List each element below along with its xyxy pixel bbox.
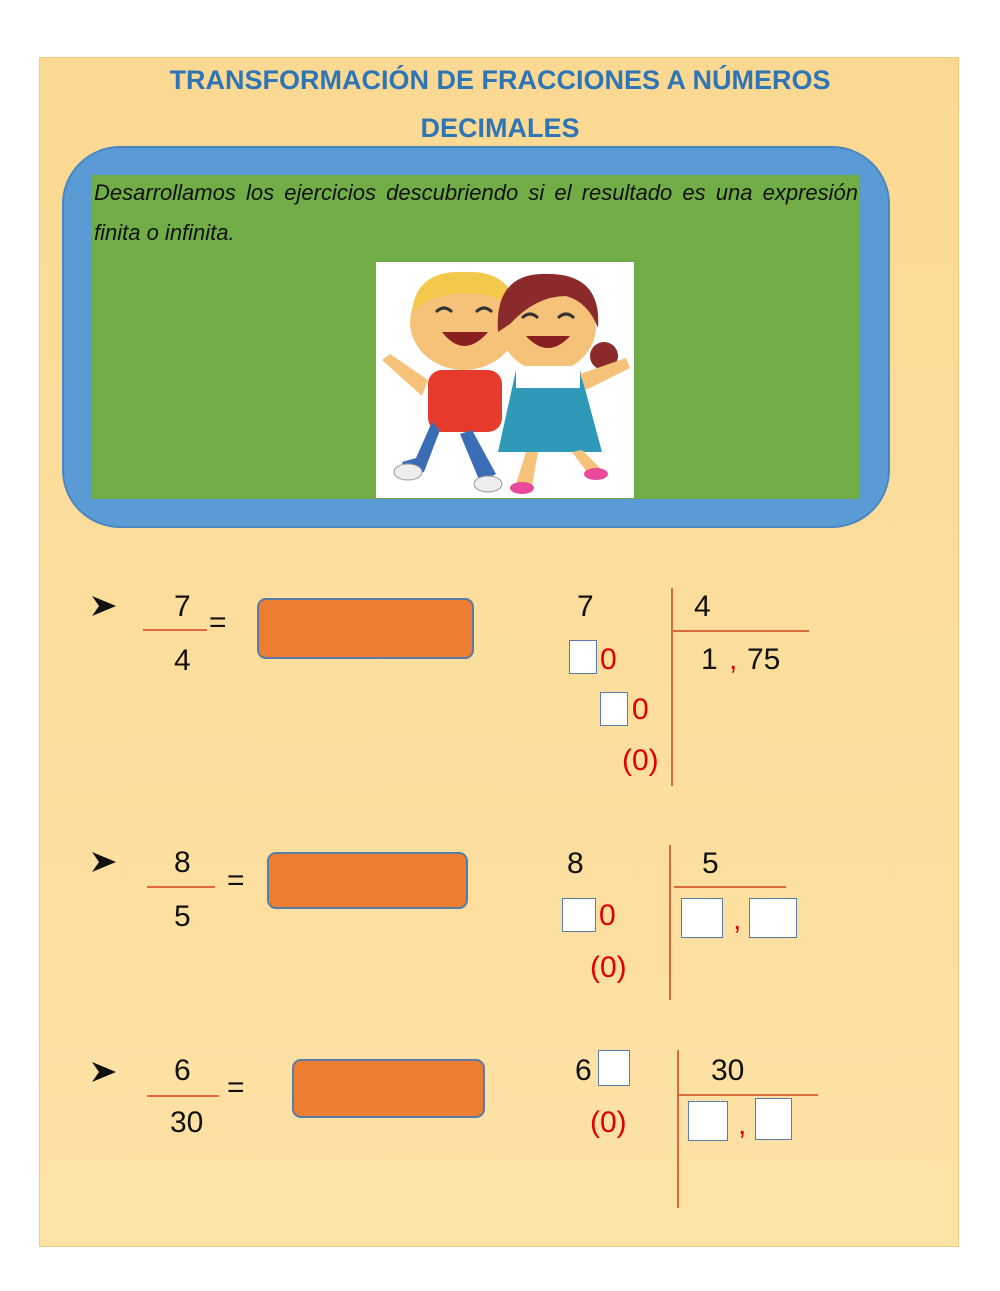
division-1-step-1: 0 (600, 643, 617, 676)
fraction-3-denominator: 30 (170, 1106, 204, 1139)
digit-box-3a[interactable] (598, 1050, 630, 1086)
division-2-step-1: 0 (599, 899, 616, 932)
fraction-3-numerator: 6 (174, 1054, 191, 1087)
quotient-box-3b[interactable] (755, 1098, 792, 1140)
quotient-box-2a[interactable] (681, 898, 723, 938)
division-2-horizontal-line (674, 886, 786, 888)
division-3-vertical-line (677, 1050, 679, 1208)
fraction-2-numerator: 8 (174, 846, 191, 879)
division-2-vertical-line (669, 845, 671, 1000)
division-1-divisor: 4 (694, 590, 711, 623)
division-1-quotient-dec: 75 (747, 643, 781, 676)
division-1-step-2: 0 (632, 693, 649, 726)
fraction-3-bar (147, 1095, 219, 1097)
division-1-horizontal-line (671, 630, 809, 632)
fraction-1-numerator: 7 (174, 590, 191, 623)
arrow-bullet-icon (90, 1060, 118, 1084)
answer-box-3[interactable] (292, 1059, 485, 1118)
division-1-comma: , (729, 643, 738, 676)
fraction-1-bar (143, 629, 207, 631)
division-2-comma: , (733, 903, 742, 936)
quotient-box-3a[interactable] (688, 1101, 728, 1141)
division-3-horizontal-line (679, 1094, 818, 1096)
fraction-2-bar (147, 886, 215, 888)
quotient-box-2b[interactable] (749, 898, 797, 938)
children-illustration (376, 262, 634, 498)
division-3-remainder: (0) (590, 1106, 627, 1139)
division-1-dividend: 7 (577, 590, 594, 623)
division-3-dividend: 6 (575, 1054, 592, 1087)
fraction-3-equals: = (227, 1071, 245, 1104)
division-2-dividend: 8 (567, 847, 584, 880)
children-icon (376, 262, 634, 498)
answer-box-1[interactable] (257, 598, 474, 659)
worksheet-title-line1: TRANSFORMACIÓN DE FRACCIONES A NÚMEROS (169, 65, 831, 95)
digit-box-1b[interactable] (600, 692, 628, 726)
division-2-divisor: 5 (702, 847, 719, 880)
division-1-quotient-int: 1 (701, 643, 718, 676)
digit-box-2a[interactable] (562, 898, 596, 932)
digit-box-1a[interactable] (569, 640, 597, 674)
worksheet-title-line2: DECIMALES (420, 113, 580, 143)
division-2-remainder: (0) (590, 951, 627, 984)
fraction-2-equals: = (227, 864, 245, 897)
intro-text: Desarrollamos los ejercicios descubriendo si el resultado es una expresión finita o infinita. (94, 180, 858, 245)
fraction-2-denominator: 5 (174, 900, 191, 933)
division-1-vertical-line (671, 588, 673, 786)
division-3-divisor: 30 (711, 1054, 745, 1087)
fraction-1-equals: = (209, 606, 227, 639)
arrow-bullet-icon (90, 594, 118, 618)
arrow-bullet-icon (90, 850, 118, 874)
division-3-comma: , (738, 1108, 747, 1141)
fraction-1-denominator: 4 (174, 644, 191, 677)
answer-box-2[interactable] (267, 852, 468, 909)
division-1-remainder: (0) (622, 744, 659, 777)
